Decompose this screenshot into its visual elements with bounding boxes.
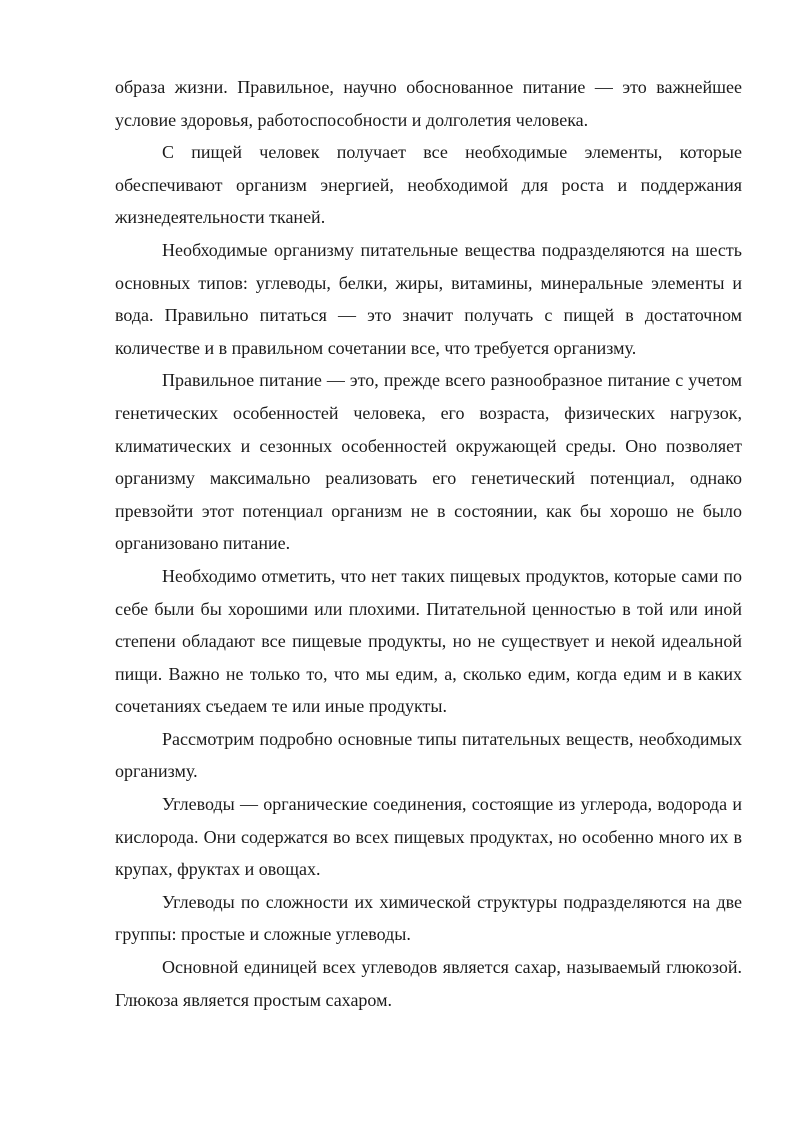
paragraph-nutrient-types: Необходимые организму питательные вещества подразделяются на шесть основных типов: углеводы, белки, жиры, витамины, минеральные элементы и вода. Правильно питаться — это значит получать с пищей в достаточном количестве и в правильном сочетании все, что требуется организму. bbox=[115, 239, 742, 358]
paragraph-carbohydrates-definition: Углеводы — органические соединения, состоящие из углерода, водорода и кислорода. Они содержатся во всех пищевых продуктах, но особенно много их в крупах, фруктах и овощах. bbox=[115, 794, 742, 880]
paragraph-glucose: Основной единицей всех углеводов является сахар, называемый глюкозой. Глюкоза является простым сахаром. bbox=[115, 957, 742, 1010]
paragraph-nutrients-energy: С пищей человек получает все необходимые элементы, которые обеспечивают организм энергией, необходимой для роста и поддержания жизнедеятельности тканей. bbox=[115, 142, 742, 228]
paragraph-no-ideal-food: Необходимо отметить, что нет таких пищевых продуктов, которые сами по себе были бы хорошими или плохими. Питательной ценностью в той или иной степени обладают все пищевые продукты, но не существует и некой идеальной пищи. Важно не только то, что мы едим, а, сколько едим, когда едим и в каких сочетаниях съедаем те или иные продукты. bbox=[115, 565, 742, 717]
paragraph-continuation: образа жизни. Правильное, научно обоснованное питание — это важнейшее условие здоровья, работоспособности и долголетия человека. bbox=[115, 77, 742, 130]
paragraph-carbohydrates-groups: Углеводы по сложности их химической структуры подразделяются на две группы: простые и сложные углеводы. bbox=[115, 891, 742, 945]
paragraph-consider-types: Рассмотрим подробно основные типы питательных веществ, необходимых организму. bbox=[115, 728, 742, 782]
paragraph-proper-nutrition: Правильное питание — это, прежде всего разнообразное питание с учетом генетических особенностей человека, его возраста, физических нагрузок, климатических и сезонных особенностей окружающей среды. Оно позволяет организму максимально реализовать его генетический потенциал, однако превзойти этот потенциал организм не в состоянии, как бы хорошо не было организовано питание. bbox=[115, 370, 742, 554]
